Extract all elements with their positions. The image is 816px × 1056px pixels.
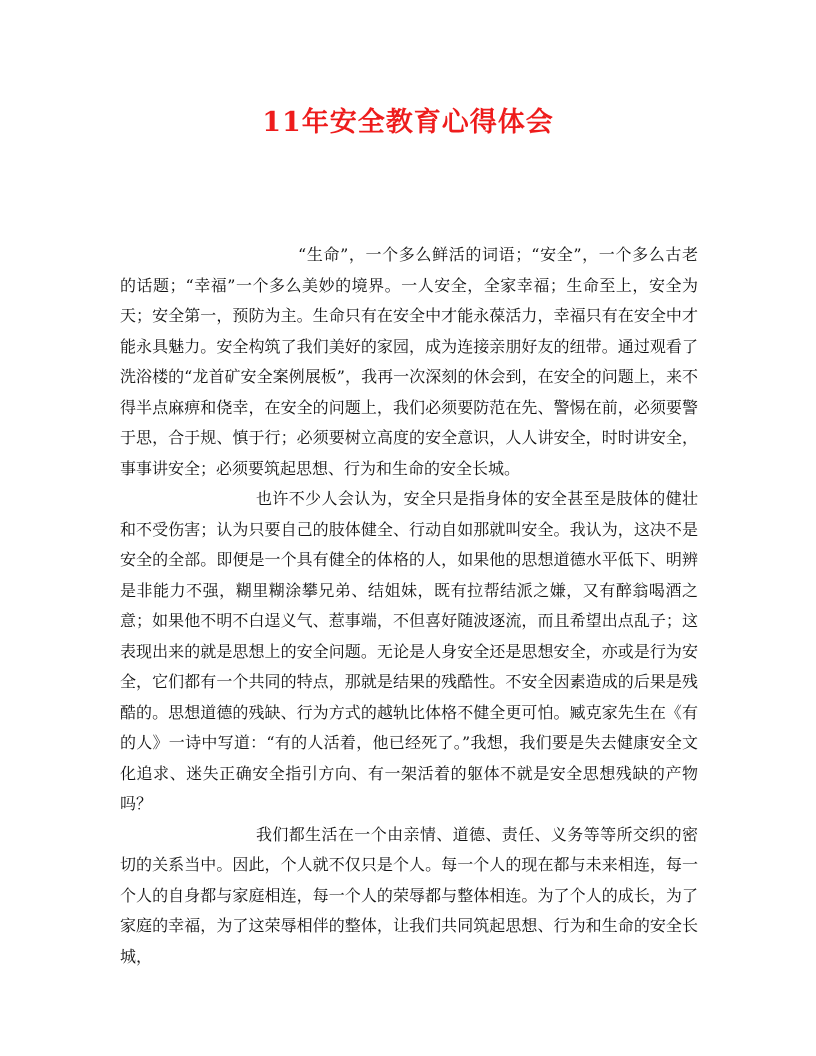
paragraph-3: 我们都生活在一个由亲情、道德、责任、义务等等所交织的密切的关系当中。因此，个人就不仅只是个人。每一个人的现在都与未来相连，每一个人的自身都与家庭相连，每一个人的荣辱都与整体相连。为了个人的成长，为了家庭的幸福，为了这荣辱相伴的整体，让我们共同筑起思想、行为和生命的安全长城， <box>120 824 698 966</box>
document-title: 11年安全教育心得体会 <box>262 107 554 138</box>
document-body <box>120 240 698 972</box>
paragraph-2: 也许不少人会认为，安全只是指身体的安全甚至是肢体的健壮和不受伤害；认为只要自己的肢体健全、行动自如那就叫安全。我认为，这决不是安全的全部。即便是一个具有健全的体格的人，如果他的思想道德水平低下、明辨是非能力不强，糊里糊涂攀兄弟、结姐妹，既有拉帮结派之嫌，又有醉翁喝酒之意；如果他不明不白逞义气、惹事端，不但喜好随波逐流，而且希望出点乱子；这表现出来的就是思想上的安全问题。无论是人身安全还是思想安全，亦或是行为安全，它们都有一个共同的特点，那就是结果的残酷性。不安全因素造成的后果是残酷的。思想道德的残缺、行为方式的越轨比体格不健全更可怕。臧克家先生在《有的人》一诗中写道：“有的人活着，他已经死了。”我想，我们要是失去健康安全文化追求、迷失正确安全指引方向、有一架活着的躯体不就是安全思想残缺的产物吗？ <box>120 489 698 813</box>
paragraph-1: “生命”，一个多么鲜活的词语；“安全”，一个多么古老的话题；“幸福”一个多么美妙的境界。一人安全，全家幸福；生命至上，安全为天；安全第一，预防为主。生命只有在安全中才能永葆活力，幸福只有在安全中才能永具魅力。安全构筑了我们美好的家园，成为连接亲朋好友的纽带。通过观看了洗浴楼的“龙首矿安全案例展板”，我再一次深刻的休会到，在安全的问题上，来不得半点麻痹和侥幸，在安全的问题上，我们必须要防范在先、警惕在前，必须要警于思，合于规、慎于行；必须要树立高度的安全意识，人人讲安全，时时讲安全，事事讲安全；必须要筑起思想、行为和生命的安全长城。 <box>120 245 698 478</box>
